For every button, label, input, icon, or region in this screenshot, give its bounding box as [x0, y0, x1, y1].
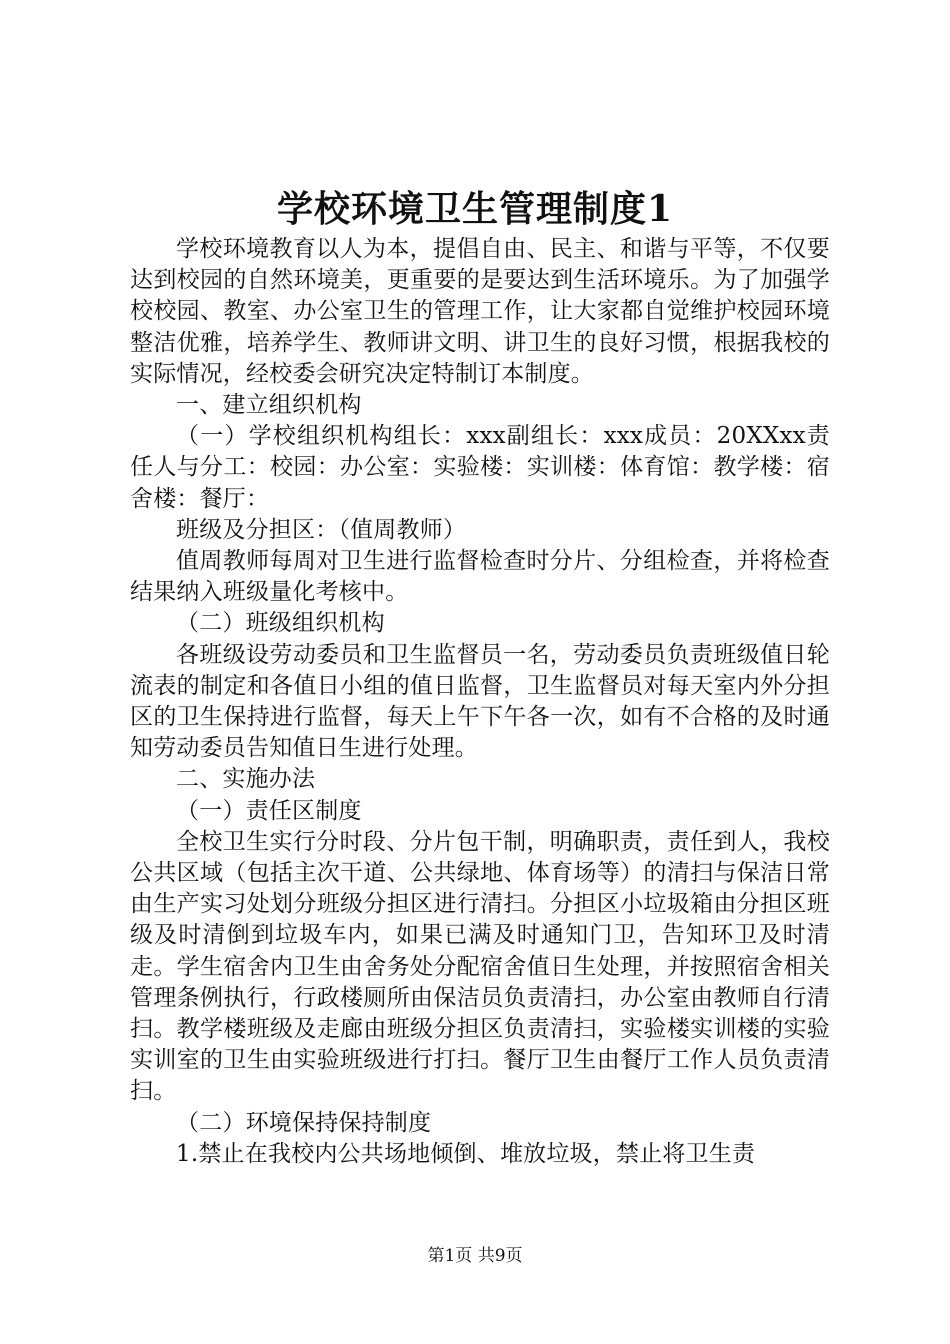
subsection-2-1-heading: （一）责任区制度: [176, 797, 362, 824]
class-organization-paragraph: 各班级设劳动委员和卫生监督员一名，劳动委员负责班级值日轮流表的制定和各值日小组的值日监督，卫生监督员对每天室内外分担区的卫生保持进行监督，每天上午下午各一次，如有不合格的及时通知劳动委员告知值日生进行处理。: [130, 641, 830, 762]
subsection-2-2-heading: （二）环境保持保持制度: [176, 1109, 432, 1136]
subsection-1-2-heading: （二）班级组织机构: [176, 610, 385, 637]
document-title: 学校环境卫生管理制度1: [276, 188, 674, 230]
subsection-1-1-paragraph: （一）学校组织机构组长：xxx副组长：xxx成员：20XXxx责任人与分工：校园：办公室：实验楼：实训楼：体育馆：教学楼：宿舍楼：餐厅：: [130, 423, 830, 512]
rule-1-paragraph: 1.禁止在我校内公共场地倾倒、堆放垃圾，禁止将卫生责: [176, 1140, 756, 1167]
intro-paragraph: 学校环境教育以人为本，提倡自由、民主、和谐与平等，不仅要达到校园的自然环境美，更重要的是要达到生活环境乐。为了加强学校校园、教室、办公室卫生的管理工作，让大家都自觉维护校园环境整洁优雅，培养学生、教师讲文明、讲卫生的良好习惯，根据我校的实际情况，经校委会研究决定特制订本制度。: [130, 236, 830, 387]
section-heading-1: 一、建立组织机构: [176, 392, 362, 419]
section-heading-2: 二、实施办法: [176, 766, 316, 793]
duty-area-paragraph: 班级及分担区：（值周教师）: [176, 516, 467, 543]
page-footer: 第1页 共9页: [427, 1246, 523, 1266]
weekly-inspection-paragraph: 值周教师每周对卫生进行监督检查时分片、分组检查，并将检查结果纳入班级量化考核中。: [130, 548, 830, 606]
document-body: [130, 234, 830, 1170]
responsibility-area-paragraph: 全校卫生实行分时段、分片包干制，明确职责，责任到人，我校公共区域（包括主次干道、公共绿地、体育场等）的清扫与保洁日常由生产实习处划分班级分担区进行清扫。分担区小垃圾箱由分担区班级及时清倒到垃圾车内，如果已满及时通知门卫，告知环卫及时清走。学生宿舍内卫生由舍务处分配宿舍值日生处理，并按照宿舍相关管理条例执行，行政楼厕所由保洁员负责清扫，办公室由教师自行清扫。教学楼班级及走廊由班级分担区负责清扫，实验楼实训楼的实验实训室的卫生由实验班级进行打扫。餐厅卫生由餐厅工作人员负责清扫。: [130, 828, 830, 1105]
